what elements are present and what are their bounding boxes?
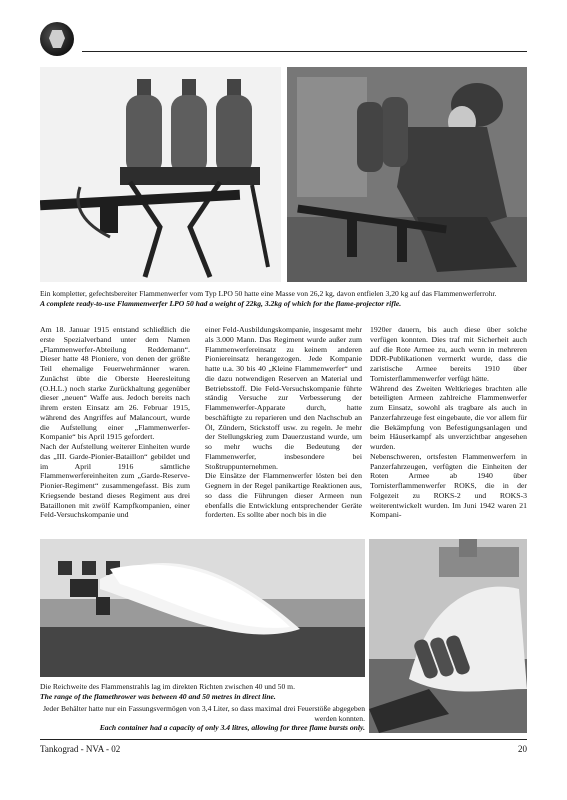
caption-bottom-left <box>40 682 365 701</box>
flamethrower-on-ground-photo <box>369 539 527 733</box>
text-column-2 <box>205 325 362 520</box>
header-rule <box>82 51 527 52</box>
caption-top <box>40 289 527 308</box>
flamethrower-lpo50-photo <box>40 67 281 282</box>
paragraph: Während des Zweiten Weltkrieges brachten alle beteiligten Armeen zahlreiche Flammenwerfer zum Einsatz, sowohl als tragbare als auch in Panzerfahrzeuge fest eingebaute, die vor allem für die Bekämpfung von Befestigungsanlagen und beim Häuserkampf als unverzichtbar angesehen wurden. <box>370 383 527 451</box>
paragraph: Nach der Aufstellung weiterer Einheiten wurde das „III. Garde-Pionier-Bataillon“ gebildet und im April 1916 sämtliche Flammenwerfereinheiten zum „Garde-Reserve-Pionier-Regiment“ zusammengefasst. Bis zum Kriegsende bestand dieses Regiment aus drei Bataillonen mit zwölf Kampfkompanien, einer Feld-Versuchskompanie und <box>40 442 190 520</box>
paragraph: Nebenschweren, ortsfesten Flammenwerfern in Panzerfahrzeugen, verfügten die Einheiten der Roten Armee ab 1940 über Tornisterflammenwerfer ROKS, die in der Folgezeit zu ROKS-2 und ROKS-3 weiterentwickelt wurden. Im Juni 1942 waren 21 Kompani- <box>370 451 527 520</box>
footer-publication-title: Tankograd - NVA - 02 <box>40 744 121 754</box>
caption-bottom-left-german: Die Reichweite des Flammenstrahls lag im direkten Richten zwischen 40 und 50 m. <box>40 682 295 691</box>
caption-bottom-right-german: Jeder Behälter hatte nur ein Fassungsvermögen von 3,4 Liter, so dass maximal drei Feuerstöße abgegeben werden konnten. <box>43 704 365 723</box>
caption-bottom-left-english: The range of the flamethrower was between 40 and 50 metres in direct line. <box>40 691 276 701</box>
text-column-1 <box>40 325 190 520</box>
flame-jet-field-photo <box>40 539 365 677</box>
page-number: 20 <box>518 744 527 754</box>
paragraph: Am 18. Januar 1915 entstand schließlich die erste Spezialverband unter dem Namen „Flammenwerfer-Abteilung Reddemann“. Dieser hatte 48 Pioniere, von denen der größte Teil ehemalige Feuerwehrmänner waren. Zunächst übte die Oberste Heeresleitung (O.H.L.) noch starke Zurückhaltung gegenüber dieser „neuen“ Waffe aus. Jedoch bereits nach ihrem ersten Einsatz am 26. Februar 1915, während des Angriffes auf Malancourt, wurde die Aufstellung einer „Flammenwerfer-Kompanie“ bis April 1915 gefordert. <box>40 325 190 442</box>
text-column-3 <box>370 325 527 520</box>
caption-top-english: A complete ready-to-use Flammenwerfer LPO 50 had a weight of 22kg, 3.2kg of which for the flame-projector rifle. <box>40 298 402 308</box>
footer-rule <box>40 739 527 740</box>
tank-badge-icon <box>40 22 74 56</box>
soldier-with-flamethrower-photo <box>287 67 527 282</box>
caption-bottom-right-english: Each container had a capacity of only 3.4 litres, allowing for three flame bursts only. <box>99 723 365 733</box>
paragraph: einer Feld-Ausbildungskompanie, insgesamt mehr als 3.000 Mann. Das Regiment wurde außer zum Flammenwerfereinsatz zu keinem anderen Pioniereinsatz herangezogen. Jede Kompanie hatte u.a. 30 bis 40 „Kleine Flammenwerfer“ und die dazu notwendigen Reserven an Material und Betriebsstoff. Die Feld-Versuchskompanie führte ständig Versuche zur Verbesserung der Flammenwerfer-Apparate durch, hatte beschäftigte zu reparieren und den Nachschub an Öl, Zündern, Stickstoff usw. zu regeln. Je mehr der Stellungskrieg zum Dauerzustand wurde, um so mehr wuchs die Bedeutung der Flammenwerfer, insbesondere bei Stoßtruppunternehmen. <box>205 325 362 471</box>
caption-bottom-right <box>40 704 365 733</box>
paragraph: Die Einsätze der Flammenwerfer lösten bei den Gegnern in der Regel panikartige Reaktionen aus, so dass die Führungen dieser Armeen nun ebenfalls die Entwicklung entsprechender Geräte forderten. Es sollte aber noch bis in die <box>205 471 362 520</box>
caption-top-german: Ein kompletter, gefechtsbereiter Flammenwerfer vom Typ LPO 50 hatte eine Masse von 26,2 kg, davon entfielen 3,20 kg auf das Flammenwerferrohr. <box>40 289 497 298</box>
paragraph: 1920er dauern, bis auch diese über solche verfügen konnten. Dies traf mit Sicherheit auch auf die Rote Armee zu, auch wenn in mehreren DDR-Publikationen vermerkt wurde, dass die zaristische Armee bereits 1910 über Tornisterflammenwerfer verfügt hätte. <box>370 325 527 383</box>
